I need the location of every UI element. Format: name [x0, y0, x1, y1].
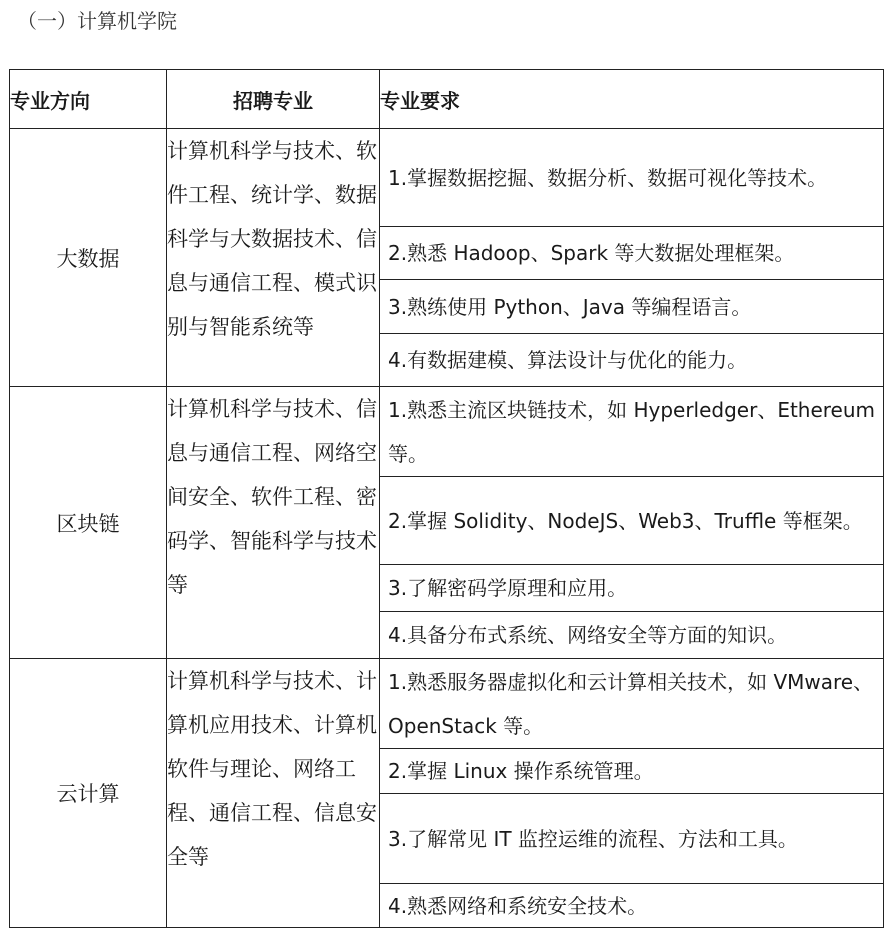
requirement-item: 3.了解密码学原理和应用。 [380, 565, 883, 612]
header-majors: 招聘专业 [167, 70, 380, 129]
requirement-item: 2.熟悉 Hadoop、Spark 等大数据处理框架。 [380, 227, 883, 280]
requirement-item: 4.具备分布式系统、网络安全等方面的知识。 [388, 623, 788, 647]
requirement-item: 4.有数据建模、算法设计与优化的能力。 [388, 348, 748, 372]
majors-cell: 计算机科学与技术、计算机应用技术、计算机软件与理论、网络工程、通信工程、信息安全等 [167, 659, 380, 928]
table-header-row [10, 70, 884, 129]
header-direction: 专业方向 [10, 70, 167, 129]
requirement-item: 1.熟悉服务器虚拟化和云计算相关技术，如 VMware、OpenStack 等。 [380, 659, 883, 749]
table-row [10, 659, 884, 928]
requirement-item: 1.掌握数据挖掘、数据分析、数据可视化等技术。 [380, 129, 883, 227]
requirements-cell [380, 129, 884, 387]
table-row [10, 387, 884, 659]
header-requirements: 专业要求 [380, 70, 884, 129]
table-row [10, 129, 884, 387]
requirement-item: 3.熟练使用 Python、Java 等编程语言。 [380, 280, 883, 334]
majors-cell: 计算机科学与技术、软件工程、统计学、数据科学与大数据技术、信息与通信工程、模式识别与智能系统等 [167, 129, 380, 387]
requirement-item: 4.熟悉网络和系统安全技术。 [388, 893, 648, 918]
majors-cell: 计算机科学与技术、信息与通信工程、网络空间安全、软件工程、密码学、智能科学与技术等 [167, 387, 380, 659]
requirement-item: 1.熟悉主流区块链技术，如 Hyperledger、Ethereum 等。 [380, 387, 883, 477]
recruitment-table [9, 69, 884, 928]
direction-cell: 云计算 [10, 659, 167, 928]
requirement-item: 2.掌握 Linux 操作系统管理。 [380, 749, 883, 794]
requirement-item: 3.了解常见 IT 监控运维的流程、方法和工具。 [380, 794, 883, 884]
direction-cell: 大数据 [10, 129, 167, 387]
direction-cell: 区块链 [10, 387, 167, 659]
requirements-cell [380, 387, 884, 659]
section-heading: （一）计算机学院 [17, 9, 177, 33]
requirement-item: 2.掌握 Solidity、NodeJS、Web3、Truffle 等框架。 [380, 477, 883, 565]
requirements-cell [380, 659, 884, 928]
